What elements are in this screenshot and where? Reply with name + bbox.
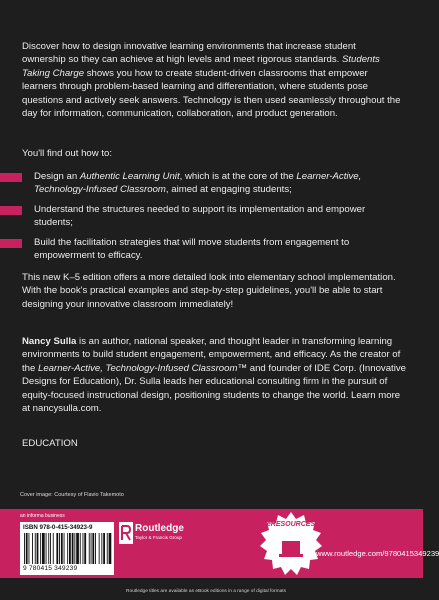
eresources-url[interactable]: www.routledge.com/9780415349239 [316, 549, 439, 558]
intro-paragraph [22, 40, 402, 120]
bullet-text: Understand the structures needed to support its implementation and empower students; [34, 204, 366, 229]
intro-text-continued: shows you how to create student-driven classrooms that empower learners through problem-based learning and differentiation, where students pose questions and actively seek answers. Technology is then used seamlessly throughout the day for information, communication, collaboration, and product generation. [22, 67, 401, 120]
barcode-icon [24, 533, 110, 564]
informa-text: an informa business [20, 513, 65, 519]
intro-text: Discover how to design innovative learning environments that increase student ownership so they can achieve at high levels and meet rigorous standards. [22, 41, 356, 66]
bullets-lead: You'll find out how to: [22, 148, 113, 159]
routledge-logo-icon [119, 522, 133, 544]
eresources-label: eRESOURCES [266, 521, 316, 528]
author-name: Nancy Sulla [22, 336, 77, 347]
bullet-text: Design an Authentic Learning Unit, which is at the core of the Learner-Active, Technology-Infused Classroom, aimed at engaging students; [34, 171, 362, 196]
bullet-marker [0, 206, 22, 215]
footer-note: Routledge titles are available as eBook editions in a range of digital formats [126, 588, 286, 594]
author-bio: Nancy Sulla is an author, national speaker, and thought leader in transforming learning environments to build student engagement, empowerment, and efficacy. As the creator of the Learner-Active, Technology-Infused Classroom™ and founder of IDE Corp. (Innovative Designs for Education), Dr. Sulla leads her educational consulting firm in the pursuit of equity-focused instructional design, positioning students to change the world. Learn more at nancysulla.com. [22, 336, 406, 415]
bullet-marker [0, 173, 22, 182]
bullet-marker [0, 239, 22, 248]
barcode-box [20, 522, 114, 575]
subject-category: EDUCATION [22, 438, 78, 449]
edition-note: This new K–5 edition offers a more detailed look into elementary school implementation. With the book's practical examples and step-by-step guidelines, you'll be able to start designing your innovative classroom immediately! [22, 272, 396, 310]
publisher-band [0, 509, 439, 578]
cover-credit: Cover image: Courtesy of Flavio Takemoto [20, 492, 124, 498]
publisher-subtitle: Taylor & Francis Group [135, 535, 182, 540]
globe-icon [304, 549, 313, 558]
bullet-text: Build the facilitation strategies that will move students from engagement to empowerment to efficacy. [34, 237, 350, 262]
publisher-name: Routledge [135, 523, 184, 534]
barcode-number: 9 780415 349239 [23, 565, 78, 572]
isbn-text: ISBN 978-0-415-34923-9 [23, 524, 93, 531]
book-title: Students Taking Charge [22, 54, 380, 79]
